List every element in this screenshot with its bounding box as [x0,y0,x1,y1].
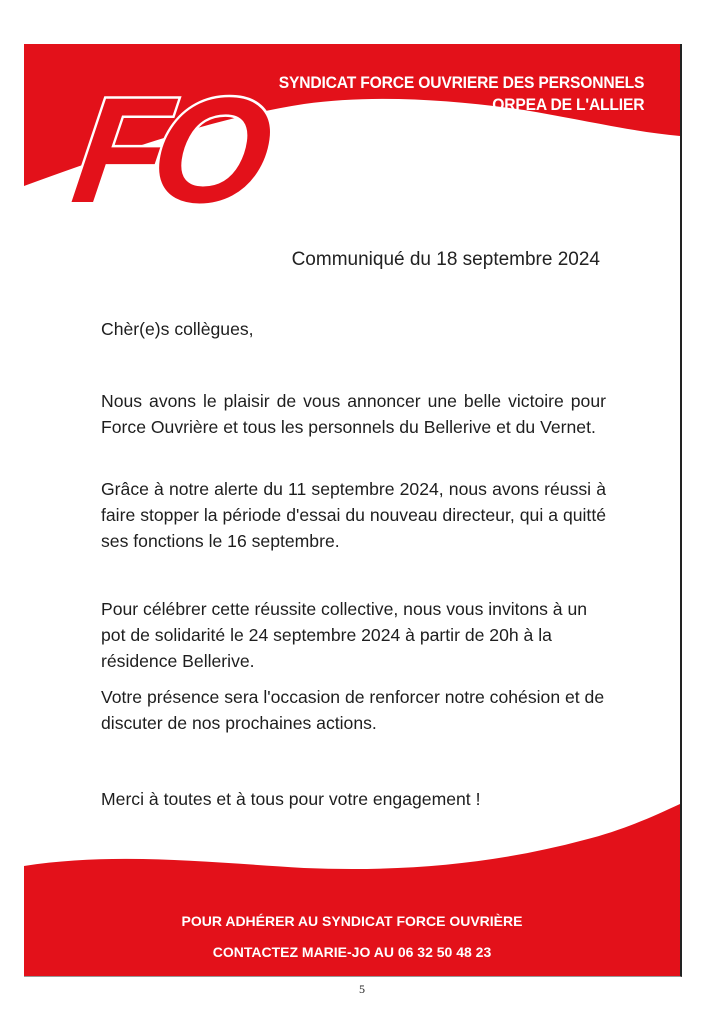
fo-logo [64,66,269,234]
paragraph-thanks: Merci à toutes et à tous pour votre engagement ! [101,789,481,809]
paragraph-alert: Grâce à notre alerte du 11 septembre 2024, nous avons réussi à faire stopper la période d'essai du nouveau directeur, qui a quitté ses fonctions le 16 septembre. [101,479,606,551]
header-line-2: ORPEA DE L'ALLIER [491,95,644,114]
page-number: 5 [359,982,365,996]
footer-contact [24,906,680,968]
communique-date: Communiqué du 18 septembre 2024 [291,249,600,270]
paragraph-victory: Nous avons le plaisir de vous annoncer une belle victoire pour Force Ouvrière et tous les personnels du Bellerive et du Vernet. [101,391,606,437]
paragraph-invitation: Pour célébrer cette réussite collective, nous vous invitons à un pot de solidarité le 24 septembre 2024 à partir de 20h à la résidence Bellerive. [101,599,588,671]
paragraph-presence: Votre présence sera l'occasion de renforcer notre cohésion et de discuter de nos prochaines actions. [101,687,605,733]
fo-logo-text: FO [64,66,269,234]
header-line-1: SYNDICAT FORCE OUVRIERE DES PERSONNELS [278,73,644,92]
footer-line-2: CONTACTEZ MARIE-JO AU 06 32 50 48 23 [212,944,492,960]
union-header [278,72,644,116]
greeting: Chèr(e)s collègues, [101,319,254,339]
document-page [24,44,682,977]
footer-line-1: POUR ADHÉRER AU SYNDICAT FORCE OUVRIÈRE [181,913,523,929]
